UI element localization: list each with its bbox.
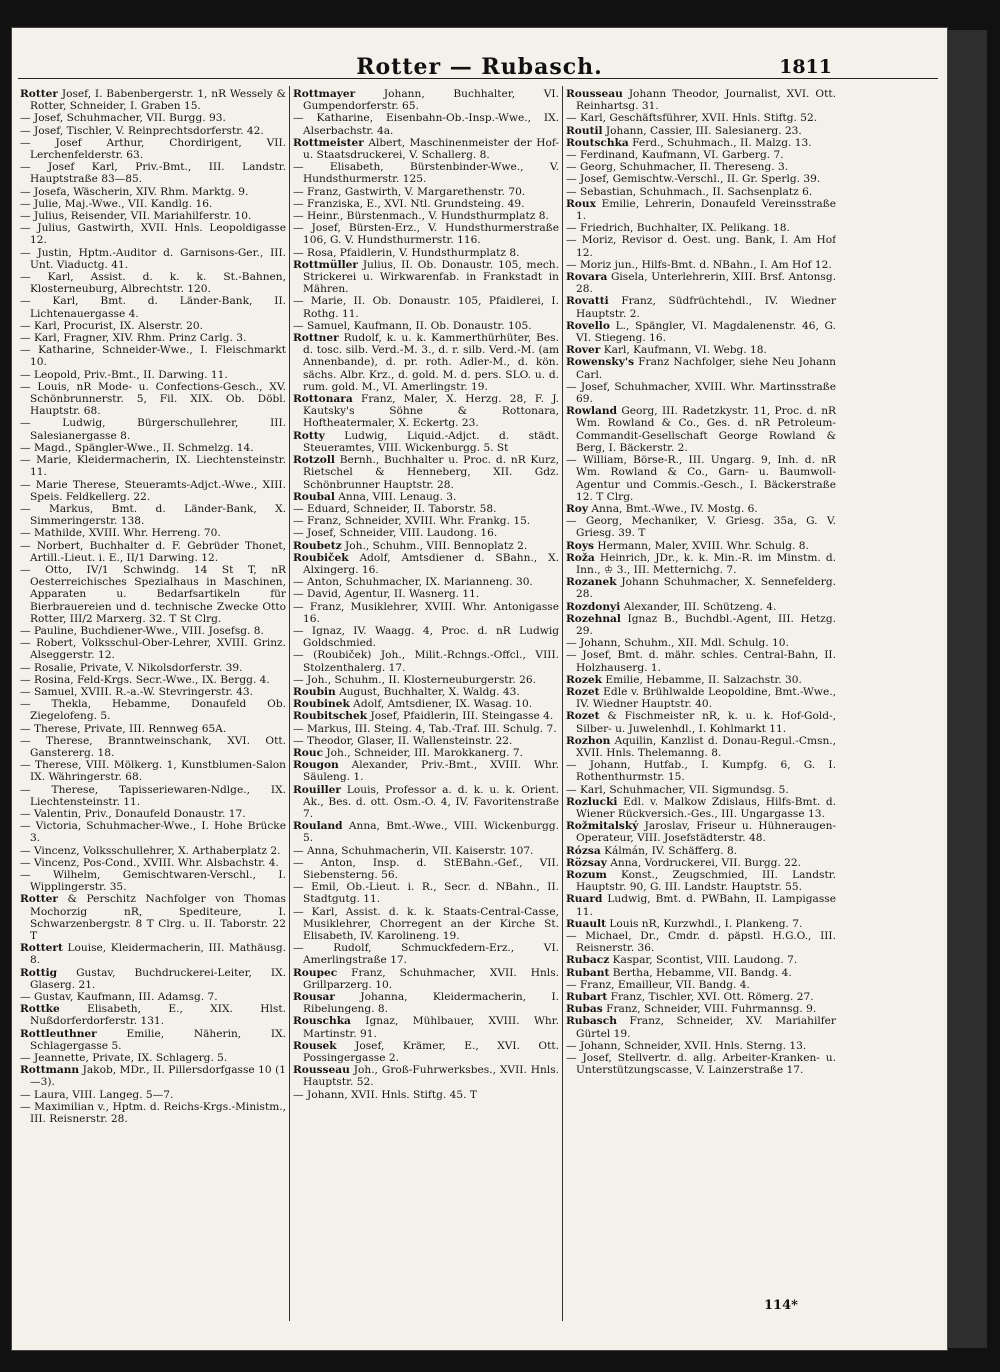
directory-entry: — Thekla, Hebamme, Donaufeld Ob. Ziegelofeng. 5. <box>20 698 286 723</box>
directory-entry: — Franz, Musiklehrer, XVIII. Whr. Antonigasse 16. <box>293 600 559 625</box>
directory-entry: — Wilhelm, Gemischtwaren-Verschl., I. Wipplingerstr. 35. <box>20 869 286 894</box>
directory-entry: Ruard Ludwig, Bmt. d. PWBahn, II. Lampigasse 11. <box>566 893 836 918</box>
directory-entry: — Michael, Dr., Cmdr. d. päpstl. H.G.O., III. Reisnerstr. 36. <box>566 930 836 955</box>
directory-entry: — Valentin, Priv., Donaufeld Donaustr. 17. <box>20 807 246 820</box>
directory-entry: Rotter & Perschitz Nachfolger von Thomas Mochorzig nR, Spediteure, I. Schwarzenbergstr. 8 T Clrg. u. II. Taborstr. 22 T <box>20 893 286 943</box>
directory-entry: — Franz, Emailleur, VII. Bandg. 4. <box>566 978 750 991</box>
directory-entry: Routschka Ferd., Schuhmach., II. Malzg. 13. <box>566 136 812 149</box>
directory-entry: Rovello L., Spängler, VI. Magdalenenstr. 46, G. VI. Stiegeng. 16. <box>566 319 836 345</box>
directory-entry: Rowensky's Franz Nachfolger, siehe Neu Johann Carl. <box>566 356 836 381</box>
directory-entry: — Moriz, Revisor d. Oest. ung. Bank, I. Am Hof 12. <box>566 234 836 259</box>
directory-entry: Rotzoll Bernh., Buchhalter u. Proc. d. nR Kurz, Rietschel & Henneberg, XII. Gdz. Schönbrunner Hauptstr. 28. <box>293 454 559 491</box>
directory-entry: Rózsa Kálmán, IV. Schäfferg. 8. <box>566 844 738 857</box>
column-2 <box>293 88 559 1318</box>
directory-entry: — Rosina, Feld-Krgs. Secr.-Wwe., IX. Bergg. 4. <box>20 673 270 686</box>
directory-entry: Rouc Joh., Schneider, III. Marokkanerg. 7. <box>293 746 523 759</box>
directory-entry: — Marie, II. Ob. Donaustr. 105, Pfaidlerei, I. Rothg. 11. <box>293 295 559 320</box>
directory-entry: — Johann, Schneider, XVII. Hnls. Sterng. 13. <box>566 1039 807 1052</box>
header-rule <box>18 78 938 79</box>
directory-entry: Rotty Ludwig, Liquid.-Adjct. d. städt. Steueramtes, VIII. Wickenburgg. 5. St <box>293 429 559 454</box>
directory-entry: — Anna, Schuhmacherin, VII. Kaiserstr. 107. <box>293 844 534 857</box>
directory-entry: Rousek Josef, Krämer, E., XVI. Ott. Possingergasse 2. <box>293 1039 559 1065</box>
directory-entry: — Laura, VIII. Langeg. 5—7. <box>20 1088 174 1101</box>
directory-entry: — Johann, Schuhm., XII. Mdl. Schulg. 10. <box>566 637 789 650</box>
page-header <box>12 54 947 90</box>
directory-entry: — Markus, Bmt. d. Länder-Bank, X. Simmeringerstr. 138. <box>20 502 286 528</box>
directory-entry: Rottonara Franz, Maler, X. Herzg. 28, F. J. Kautsky's Söhne & Rottonara, Hoftheatermaler, X. Eckertg. 23. <box>293 393 559 430</box>
directory-entry: Rottmeister Albert, Maschinenmeister der Hof- u. Staatsdruckerei, V. Schallerg. 8. <box>293 136 559 162</box>
directory-entry: Rouland Anna, Bmt.-Wwe., VIII. Wickenburgg. 5. <box>293 820 559 845</box>
book-spine <box>947 30 987 1348</box>
directory-entry: Roubitschek Josef, Pfaidlerin, III. Steingasse 4. <box>293 710 554 723</box>
directory-entry: Rottert Louise, Kleidermacherin, III. Mathäusg. 8. <box>20 942 286 967</box>
directory-entry: Rubas Franz, Schneider, VIII. Fuhrmannsg. 9. <box>566 1003 817 1016</box>
directory-entry: Roubal Anna, VIII. Lenaug. 3. <box>293 490 457 503</box>
directory-entry: Roubinek Adolf, Amtsdiener, IX. Wasag. 10. <box>293 698 533 711</box>
directory-entry: — Karl, Geschäftsführer, XVII. Hnls. Stiftg. 52. <box>566 112 818 125</box>
directory-entry: — Samuel, XVIII. R.-a.-W. Stevringerstr. 43. <box>20 685 253 698</box>
directory-entry: Rousar Johanna, Kleidermacherin, I. Ribelungeng. 8. <box>293 991 559 1016</box>
directory-entry: — Georg, Mechaniker, V. Griesg. 35a, G. V. Griesg. 39. T <box>566 515 836 540</box>
directory-entry: — Heinr., Bürstenmach., V. Hundsthurmplatz 8. <box>293 210 549 223</box>
directory-entry: — Julie, Maj.-Wwe., VII. Kandlg. 16. <box>20 197 213 210</box>
page-number: 1811 <box>779 56 832 78</box>
directory-entry: Rozek Emilie, Hebamme, II. Salzachstr. 30. <box>566 673 802 686</box>
directory-entry: — Franz, Schneider, XVIII. Whr. Frankg. 15. <box>293 515 531 528</box>
directory-entry: Roža Heinrich, JDr., k. k. Min.-R. im Minstm. d. Inn., ♔ 3., III. Metternichg. 7. <box>566 551 836 576</box>
directory-entry: Rozlucki Edl. v. Malkow Zdislaus, Hilfs-Bmt. d. Wiener Rückversich.-Ges., III. Ungargasse 13. <box>566 795 836 820</box>
directory-entry: — Therese, Private, III. Rennweg 65A. <box>20 722 227 735</box>
directory-entry: — Therese, VIII. Mölkerg. 1, Kunstblumen-Salon IX. Währingerstr. 68. <box>20 759 286 784</box>
directory-entry: — Victoria, Schuhmacher-Wwe., I. Hohe Brücke 3. <box>20 820 286 845</box>
directory-entry: Roubetz Joh., Schuhm., VIII. Bennoplatz 2. <box>293 539 528 552</box>
directory-entry: Rozehnal Ignaz B., Buchdbl.-Agent, III. Hetzg. 29. <box>566 612 836 637</box>
directory-entry: Roupec Franz, Schuhmacher, XVII. Hnls. Grillparzerg. 10. <box>293 966 559 991</box>
directory-entry: Roys Hermann, Maler, XVIII. Whr. Schulg. 8. <box>566 539 809 552</box>
directory-entry: Rözsay Anna, Vordruckerei, VII. Burgg. 22. <box>566 856 802 869</box>
directory-entry: — Robert, Volksschul-Ober-Lehrer, XVIII. Grinz. Alseggerstr. 12. <box>20 637 286 662</box>
running-title: Rotter — Rubasch. <box>356 54 603 80</box>
directory-entry: Rottleuthner Emilie, Näherin, IX. Schlagergasse 5. <box>20 1027 286 1052</box>
column-divider <box>289 86 290 1321</box>
directory-entry: Rouschka Ignaz, Mühlbauer, XVIII. Whr. Martinstr. 91. <box>293 1015 559 1040</box>
directory-entry: — Johann, XVII. Hnls. Stiftg. 45. T <box>293 1088 477 1101</box>
column-1 <box>20 88 286 1318</box>
directory-entry: — Leopold, Priv.-Bmt., II. Darwing. 11. <box>20 368 228 381</box>
directory-entry: Ruault Louis nR, Kurzwhdl., I. Plankeng. 7. <box>566 917 803 930</box>
directory-entry: — Ferdinand, Kaufmann, VI. Garberg. 7. <box>566 149 784 162</box>
directory-entry: Rougon Alexander, Priv.-Bmt., XVIII. Whr. Säuleng. 1. <box>293 759 559 784</box>
directory-entry: Rubasch Franz, Schneider, XV. Mariahilfer Gürtel 19. <box>566 1015 836 1040</box>
directory-entry: — Emil, Ob.-Lieut. i. R., Secr. d. NBahn., II. Stadtgutg. 11. <box>293 881 559 906</box>
directory-entry: — Anton, Insp. d. StEBahn.-Gef., VII. Siebensterng. 56. <box>293 856 559 881</box>
directory-entry: — Ludwig, Bürgerschullehrer, III. Salesianergasse 8. <box>20 417 286 442</box>
directory-entry: — Maximilian v., Hptm. d. Reichs-Krgs.-Ministm., III. Reisnerstr. 28. <box>20 1100 286 1126</box>
directory-entry: — Anton, Schuhmacher, IX. Marianneng. 30. <box>293 576 533 589</box>
directory-entry: Rottmüller Julius, II. Ob. Donaustr. 105, mech. Strickerei u. Wirkwarenfab. in Frankstadt in Mähren. <box>293 258 559 296</box>
column-3 <box>566 88 836 1318</box>
directory-entry: Rovatti Franz, Südfrüchtehdl., IV. Wiedner Hauptstr. 2. <box>566 295 836 320</box>
directory-entry: — Josef Arthur, Chordirigent, VII. Lerchenfelderstr. 63. <box>20 136 286 162</box>
directory-entry: — Friedrich, Buchhalter, IX. Pelikang. 18. <box>566 222 790 235</box>
directory-entry: — Josef, Schuhmacher, VII. Burgg. 93. <box>20 112 226 125</box>
directory-entry: Rouiller Louis, Professor a. d. k. u. k. Orient. Ak., Bes. d. ott. Osm.-O. 4, IV. Favoritenstraße 7. <box>293 783 559 820</box>
directory-entry: — Karl, Bmt. d. Länder-Bank, II. Lichtenauergasse 4. <box>20 295 286 320</box>
directory-entry: — Markus, III. Steing. 4, Tab.-Traf. III. Schulg. 7. <box>293 722 557 735</box>
directory-entry: — Josef, Bürsten-Erz., V. Hundsthurmerstraße 106, G. V. Hundsthurmerstr. 116. <box>293 222 559 247</box>
directory-entry: — Josef, Schuhmacher, XVIII. Whr. Martinsstraße 69. <box>566 380 836 406</box>
directory-entry: — David, Agentur, II. Wasnerg. 11. <box>293 588 480 601</box>
directory-entry: — Josef Karl, Priv.-Bmt., III. Landstr. Hauptstraße 83—85. <box>20 161 286 186</box>
directory-entry: Roux Emilie, Lehrerin, Donaufeld Vereinsstraße 1. <box>566 197 836 223</box>
directory-entry: — Rosa, Pfaidlerin, V. Hundsthurmplatz 8. <box>293 246 520 259</box>
directory-entry: — Moriz jun., Hilfs-Bmt. d. NBahn., I. Am Hof 12. <box>566 258 832 271</box>
directory-entry: — Therese, Tapisseriewaren-Ndlge., IX. Liechtensteinstr. 11. <box>20 783 286 808</box>
directory-entry: Rottke Elisabeth, E., XIX. Hlst. Nußdorferdorferstr. 131. <box>20 1003 286 1028</box>
directory-entry: Rousseau Joh., Groß-Fuhrwerksbes., XVII. Hnls. Hauptstr. 52. <box>293 1064 559 1089</box>
directory-entry: — Josef, Tischler, V. Reinprechtsdorferstr. 42. <box>20 124 264 137</box>
directory-entry: Rožmitalský Jaroslav, Friseur u. Hühneraugen-Operateur, VIII. Josefstädterstr. 48. <box>566 820 836 845</box>
directory-entry: — Karl, Procurist, IX. Alserstr. 20. <box>20 319 204 332</box>
directory-entry: Roubiček Adolf, Amtsdiener d. SBahn., X. Alxingerg. 16. <box>293 551 559 576</box>
directory-entry: Rubart Franz, Tischler, XVI. Ott. Römerg. 27. <box>566 991 814 1004</box>
directory-entry: — Theodor, Glaser, II. Wallensteinstr. 22. <box>293 734 513 747</box>
directory-page <box>12 28 947 1350</box>
sheet-signature: 114* <box>764 1298 798 1313</box>
directory-entry: Rottmayer Johann, Buchhalter, VI. Gumpendorferstr. 65. <box>293 88 559 113</box>
directory-entry: — Josef, Gemischtw.-Verschl., II. Gr. Sperlg. 39. <box>566 173 821 186</box>
directory-entry: Rubacz Kaspar, Scontist, VIII. Laudong. 7. <box>566 954 798 967</box>
directory-entry: Routil Johann, Cassier, III. Salesianerg. 23. <box>566 124 802 137</box>
directory-entry: Rozanek Johann Schuhmacher, X. Sennefelderg. 28. <box>566 576 836 601</box>
directory-entry: — Gustav, Kaufmann, III. Adamsg. 7. <box>20 991 218 1004</box>
directory-entry: — Louis, nR Mode- u. Confections-Gesch., XV. Schönbrunnerstr. 5, Fil. XIX. Ob. Döbl. Hauptstr. 68. <box>20 380 286 418</box>
directory-entry: — Marie Therese, Steueramts-Adjct.-Wwe., XIII. Speis. Feldkellerg. 22. <box>20 478 286 503</box>
directory-entry: — Jeannette, Private, IX. Schlagerg. 5. <box>20 1052 228 1065</box>
directory-entry: — Josef, Stellvertr. d. allg. Arbeiter-Kranken- u. Unterstützungscasse, V. Lainzerstraße 17. <box>566 1052 836 1077</box>
directory-entry: — Magd., Spängler-Wwe., II. Schmelzg. 14. <box>20 441 254 454</box>
directory-entry: Rover Karl, Kaufmann, VI. Webg. 18. <box>566 344 767 357</box>
directory-entry: Rottmann Jakob, MDr., II. Pillersdorfgasse 10 (1—3). <box>20 1064 286 1089</box>
column-divider <box>562 86 563 1321</box>
directory-entry: — Rudolf, Schmuckfedern-Erz., VI. Amerlingstraße 17. <box>293 942 559 967</box>
directory-entry: — Vincenz, Volksschullehrer, X. Arthaberplatz 2. <box>20 844 281 857</box>
directory-entry: — Sebastian, Schuhmach., II. Sachsenplatz 6. <box>566 185 813 198</box>
directory-entry: — Josef, Bmt. d. mähr. schles. Central-Bahn, II. Holzhauserg. 1. <box>566 649 836 674</box>
directory-entry: — Katharine, Schneider-Wwe., I. Fleischmarkt 10. <box>20 344 286 369</box>
directory-entry: — (Roubiček) Joh., Milit.-Rchngs.-Offcl., VIII. Stolzenthalerg. 17. <box>293 649 559 674</box>
directory-entry: — Mathilde, XVIII. Whr. Herreng. 70. <box>20 527 221 540</box>
directory-entry: — Karl, Assist. d. k. k. Staats-Central-Casse, Musiklehrer, Chorregent an der Kirche St. Elisabeth, IV. Karolineng. 19. <box>293 905 559 943</box>
directory-entry: — Katharine, Eisenbahn-Ob.-Insp.-Wwe., IX. Alserbachstr. 4a. <box>293 112 559 137</box>
directory-entry: Rottner Rudolf, k. u. k. Kammerthürhüter, Bes. d. tosc. silb. Verd.-M. 3., d. r. silb. Verd.-M. (am Annenbande), d. pr. roth. Adler-M., d. kön. sächs. Albr. Krz., d. gold. M. d. pers. SLO. u. d. rum. gold. M., VI. Amerlingstr. 19. <box>293 332 559 393</box>
directory-entry: — Ignaz, IV. Waagg. 4, Proc. d. nR Ludwig Goldschmied. <box>293 624 559 650</box>
directory-entry: — Julius, Gastwirth, XVII. Hnls. Leopoldigasse 12. <box>20 222 286 247</box>
directory-entry: — Elisabeth, Bürstenbinder-Wwe., V. Hundsthurmerstr. 125. <box>293 161 559 186</box>
directory-entry: — Georg, Schuhmacher, II. Thereseng. 3. <box>566 161 789 174</box>
directory-entry: Rowland Georg, III. Radetzkystr. 11, Proc. d. nR Wm. Rowland & Co., Ges. d. nR Petroleum-Commandit-Gesellschaft George Rowland & Berg, I. Bäckerstr. 2. <box>566 405 836 454</box>
directory-entry: — Justin, Hptm.-Auditor d. Garnisons-Ger., III. Unt. Viaductg. 41. <box>20 246 286 271</box>
directory-entry: Rousseau Johann Theodor, Journalist, XVI. Ott. Reinhartsg. 31. <box>566 88 836 113</box>
directory-entry: — Pauline, Buchdiener-Wwe., VIII. Josefsg. 8. <box>20 624 264 637</box>
directory-entry: — Josefa, Wäscherin, XIV. Rhm. Marktg. 9. <box>20 185 249 198</box>
directory-entry: — Karl, Assist. d. k. k. St.-Bahnen, Klosterneuburg, Albrechtstr. 120. <box>20 271 286 296</box>
directory-entry: — Samuel, Kaufmann, II. Ob. Donaustr. 105. <box>293 319 532 332</box>
directory-entry: Rozet & Fischmeister nR, k. u. k. Hof-Gold-, Silber- u. Juwelenhdl., I. Kohlmarkt 11. <box>566 710 836 735</box>
directory-entry: Rubant Bertha, Hebamme, VII. Bandg. 4. <box>566 966 792 979</box>
directory-entry: — Franziska, E., XVI. Ntl. Grundsteing. 49. <box>293 197 525 210</box>
directory-entry: — Karl, Fragner, XIV. Rhm. Prinz Carlg. 3. <box>20 332 247 345</box>
directory-entry: Rottig Gustav, Buchdruckerei-Leiter, IX. Glaserg. 21. <box>20 966 286 991</box>
directory-entry: Rozdonyi Alexander, III. Schützeng. 4. <box>566 600 777 613</box>
directory-entry: Rozhon Aquilin, Kanzlist d. Donau-Regul.-Cmsn., XVII. Hnls. Thelemanng. 8. <box>566 734 836 759</box>
directory-entry: — Joh., Schuhm., II. Klosterneuburgerstr. 26. <box>293 673 537 686</box>
directory-entry: Rozum Konst., Zeugschmied, III. Landstr. Hauptstr. 90, G. III. Landstr. Hauptstr. 55. <box>566 869 836 894</box>
directory-entry: Rotter Josef, I. Babenbergerstr. 1, nR Wessely & Rotter, Schneider, I. Graben 15. <box>20 88 286 113</box>
directory-entry: — William, Börse-R., III. Ungarg. 9, Inh. d. nR Wm. Rowland & Co., Garn- u. Baumwoll-Agentur und Commis.-Gesch., I. Bäckerstraße 12. T Clrg. <box>566 454 836 503</box>
directory-entry: Rozet Edle v. Brühlwalde Leopoldine, Bmt.-Wwe., IV. Wiedner Hauptstr. 40. <box>566 685 836 711</box>
directory-entry: — Eduard, Schneider, II. Taborstr. 58. <box>293 502 497 515</box>
directory-entry: — Otto, IV/1 Schwindg. 14 St T, nR Oesterreichisches Spezialhaus in Maschinen, Apparaten u. Bedarfsartikeln für Bierbrauereien und d. technische Zwecke Otto Rotter, III/2 Marxerg. 32. T St Clrg. <box>20 563 286 625</box>
directory-entry: — Julius, Reisender, VII. Mariahilferstr. 10. <box>20 210 252 223</box>
directory-entry: — Josef, Schneider, VIII. Laudong. 16. <box>293 527 498 540</box>
directory-entry: — Johann, Hutfab., I. Kumpfg. 6, G. I. Rothenthurmstr. 15. <box>566 759 836 784</box>
directory-entry: — Marie, Kleidermacherin, IX. Liechtensteinstr. 11. <box>20 454 286 479</box>
directory-entry: — Therese, Branntweinschank, XVI. Ott. Ganstererg. 18. <box>20 734 286 759</box>
directory-entry: — Franz, Gastwirth, V. Margarethenstr. 70. <box>293 185 526 198</box>
directory-entry: — Vincenz, Pos-Cond., XVIII. Whr. Alsbachstr. 4. <box>20 856 279 869</box>
directory-entry: Roubin August, Buchhalter, X. Waldg. 43. <box>293 685 520 698</box>
directory-entry: Rovara Gisela, Unterlehrerin, XIII. Brsf. Antonsg. 28. <box>566 271 836 296</box>
directory-entry: — Karl, Schuhmacher, VII. Sigmundsg. 5. <box>566 783 789 796</box>
directory-entry: — Rosalie, Private, V. Nikolsdorferstr. 39. <box>20 661 243 674</box>
directory-entry: — Norbert, Buchhalter d. F. Gebrüder Thonet, Artill.-Lieut. i. E., II/1 Darwing. 12. <box>20 539 286 564</box>
directory-entry: Roy Anna, Bmt.-Wwe., IV. Mostg. 6. <box>566 502 758 515</box>
